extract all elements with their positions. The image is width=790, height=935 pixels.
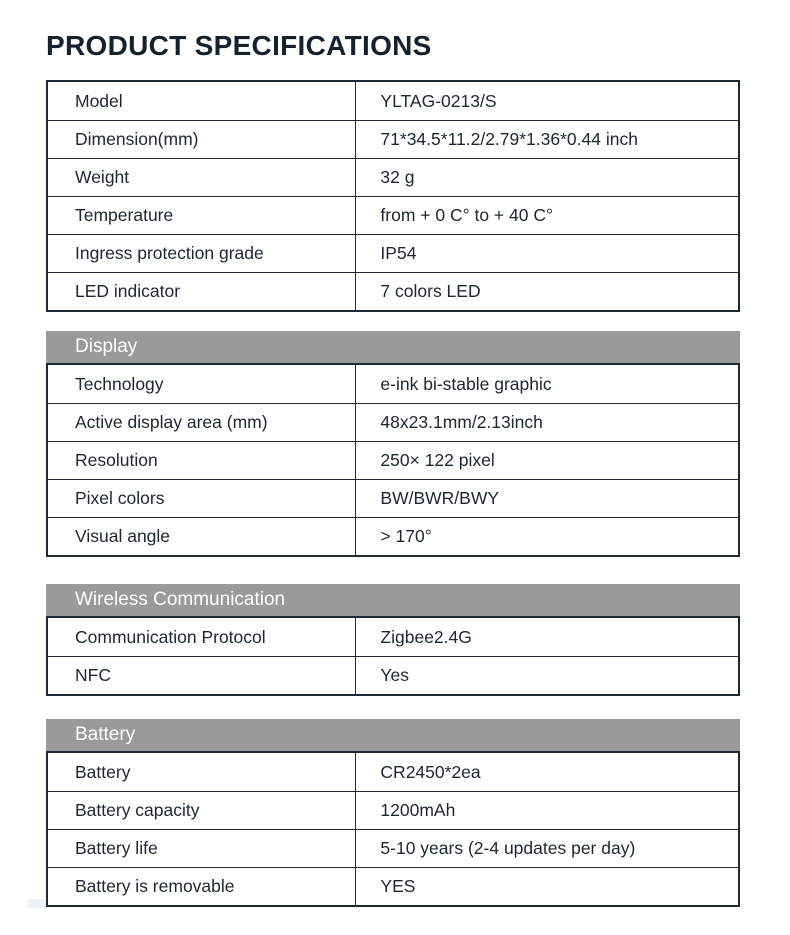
row-label: NFC <box>48 657 356 694</box>
row-label: Battery <box>48 753 356 791</box>
row-label: Battery capacity <box>48 792 356 829</box>
table-row <box>48 517 738 555</box>
table-row <box>48 829 738 867</box>
row-label: Dimension(mm) <box>48 121 356 158</box>
table-row <box>48 272 738 310</box>
row-label: Temperature <box>48 197 356 234</box>
spec-table-wireless-rows <box>46 616 740 696</box>
row-label: Model <box>48 82 356 120</box>
table-row <box>48 791 738 829</box>
table-row <box>48 403 738 441</box>
row-value: BW/BWR/BWY <box>380 488 500 508</box>
row-label: Active display area (mm) <box>48 404 356 441</box>
table-row <box>48 618 738 656</box>
row-label: Battery life <box>48 830 356 867</box>
row-label: LED indicator <box>48 273 356 310</box>
row-value: 5-10 years (2-4 updates per day) <box>380 838 636 858</box>
spec-table-display <box>46 331 740 557</box>
row-value: 250× 122 pixel <box>380 450 495 470</box>
row-value: > 170° <box>380 526 432 546</box>
spec-table-wireless <box>46 584 740 696</box>
row-value: 1200mAh <box>380 800 456 820</box>
table-row <box>48 158 738 196</box>
row-value: CR2450*2ea <box>380 761 481 782</box>
row-label: Weight <box>48 159 356 196</box>
row-value: 7 colors LED <box>380 281 481 301</box>
row-label: Technology <box>48 365 356 403</box>
row-label: Visual angle <box>48 518 356 555</box>
table-row <box>48 753 738 791</box>
table-row <box>48 441 738 479</box>
spec-table-display-rows <box>46 363 740 557</box>
row-value: Zigbee2.4G <box>380 626 472 647</box>
table-row <box>48 656 738 694</box>
spec-table-general-rows <box>46 80 740 312</box>
row-value: 32 g <box>380 167 415 187</box>
row-value: e-ink bi-stable graphic <box>380 373 552 394</box>
section-header-display: Display <box>46 331 740 363</box>
row-value: 48x23.1mm/2.13inch <box>380 412 543 432</box>
row-label: Battery is removable <box>48 868 356 905</box>
spec-table-battery-rows <box>46 751 740 907</box>
row-label: Resolution <box>48 442 356 479</box>
row-value: YLTAG-0213/S <box>380 90 497 111</box>
row-value: from + 0 C° to + 40 C° <box>380 205 553 225</box>
table-row <box>48 365 738 403</box>
spec-table-battery <box>46 719 740 907</box>
row-label: Ingress protection grade <box>48 235 356 272</box>
row-value: IP54 <box>380 243 417 263</box>
table-row <box>48 867 738 905</box>
row-value: 71*34.5*11.2/2.79*1.36*0.44 inch <box>380 129 638 149</box>
table-row <box>48 120 738 158</box>
table-row <box>48 196 738 234</box>
row-value: YES <box>380 876 416 896</box>
table-row <box>48 479 738 517</box>
page-title: PRODUCT SPECIFICATIONS <box>46 30 432 61</box>
section-header-wireless: Wireless Communication <box>46 584 740 616</box>
section-header-battery: Battery <box>46 719 740 751</box>
table-row <box>48 82 738 120</box>
row-value: Yes <box>380 665 409 685</box>
faint-ink-smudge <box>27 899 46 908</box>
row-label: Pixel colors <box>48 480 356 517</box>
table-row <box>48 234 738 272</box>
spec-table-general <box>46 80 740 312</box>
row-label: Communication Protocol <box>48 618 356 656</box>
